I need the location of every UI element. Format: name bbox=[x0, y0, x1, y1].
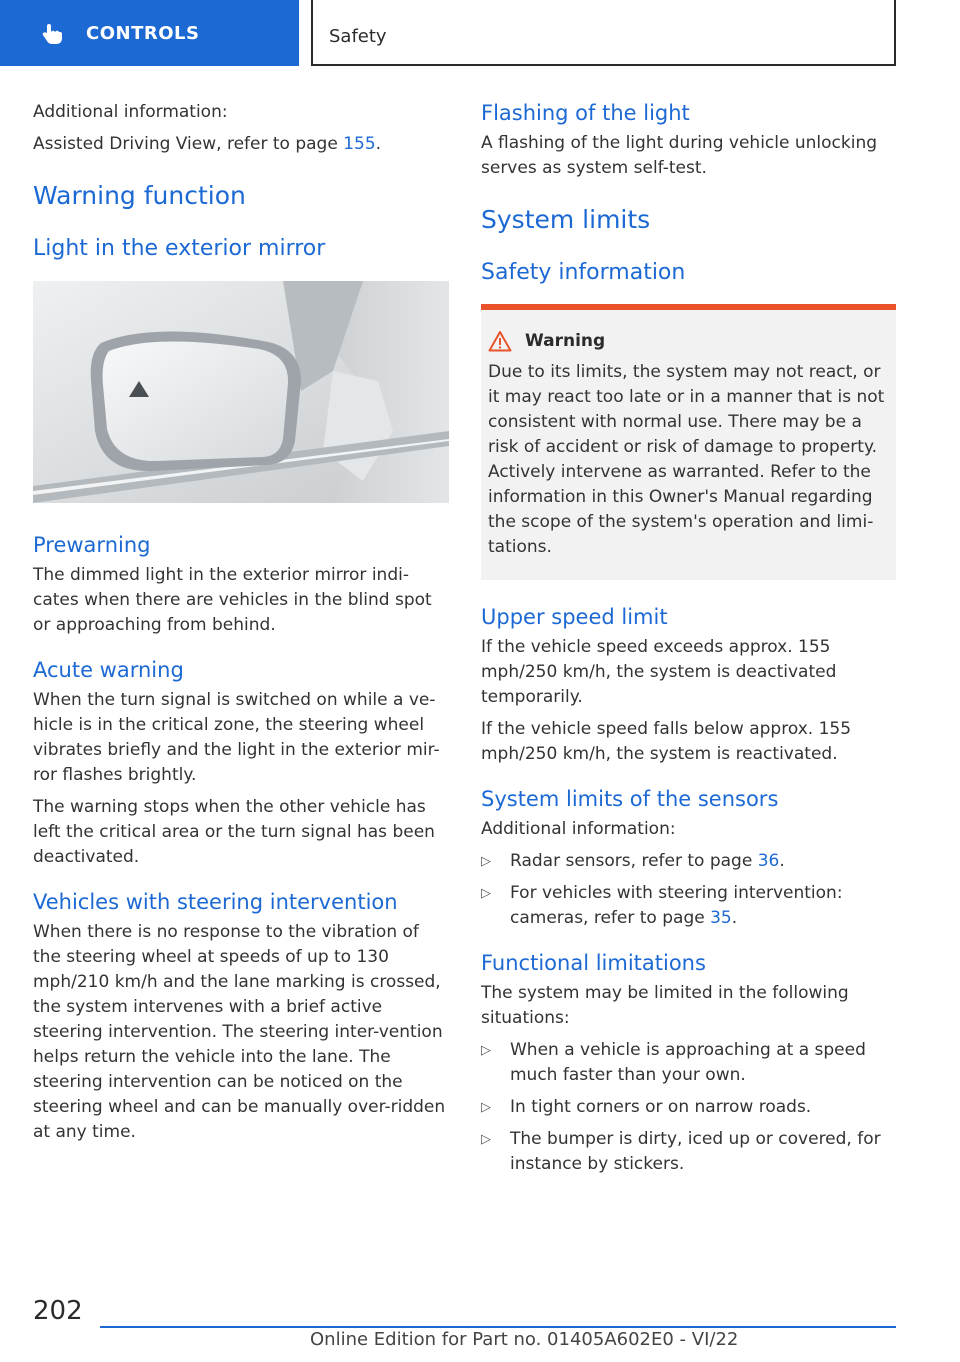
steering-intervention-text: When there is no response to the vibration of the steering wheel at speeds of up to 130 mph/210 km/h and the lane marking is crossed, the system intervenes with a brief active steering intervention. The steering inter-vention helps return the vehicle into the lane. The steering intervention can be noticed on the steering wheel and can be manually over-ridden at any time. bbox=[33, 922, 446, 1142]
heading-warning-function: Warning function bbox=[33, 181, 246, 210]
functional-intro: The system may be limited in the following situations: bbox=[481, 983, 849, 1028]
section-title: CONTROLS bbox=[86, 22, 200, 44]
assisted-driving-ref: Assisted Driving View, refer to page 155. bbox=[33, 134, 382, 154]
chapter-title: Safety bbox=[329, 26, 387, 47]
warning-box bbox=[481, 304, 896, 580]
warning-text: Due to its limits, the system may not react, or it may react too late or in a manner that is not consistent with normal use. There may be a risk of accident or risk of damage to property. Actively intervene as warranted. Refer to the information in this Owner's Manual regarding the scope of the system's operation and limi-tations. bbox=[488, 362, 885, 557]
triangle-bullet-icon: ▷ bbox=[481, 1132, 491, 1147]
left-column bbox=[33, 100, 449, 1145]
page-link-36[interactable]: 36 bbox=[757, 851, 780, 871]
heading-light-mirror: Light in the exterior mirror bbox=[33, 236, 326, 261]
list-item: ▷ For vehicles with steering intervention: cameras, refer to page 35. bbox=[481, 883, 843, 928]
acute-warning-text-2: The warning stops when the other vehicle has left the critical area or the turn signal has been deactivated. bbox=[33, 797, 435, 867]
page-number: 202 bbox=[33, 1296, 83, 1326]
page-link-155[interactable]: 155 bbox=[343, 134, 376, 154]
hand-pointer-icon bbox=[40, 20, 66, 46]
heading-upper-speed-limit: Upper speed limit bbox=[481, 605, 668, 629]
page-link-35[interactable]: 35 bbox=[710, 908, 732, 928]
section-tab[interactable] bbox=[0, 0, 299, 66]
heading-flashing-light: Flashing of the light bbox=[481, 101, 690, 125]
exterior-mirror-illustration bbox=[33, 281, 449, 503]
functional-limitations-list bbox=[481, 1038, 896, 1177]
footer-divider bbox=[100, 1326, 896, 1328]
exterior-mirror-figure bbox=[33, 281, 449, 503]
heading-prewarning: Prewarning bbox=[33, 533, 151, 557]
heading-system-limits: System limits bbox=[481, 205, 651, 234]
list-item: ▷ When a vehicle is approaching at a speed much faster than your own. bbox=[481, 1040, 866, 1085]
prewarning-text: The dimmed light in the exterior mirror indi-cates when there are vehicles in the blind spot or approaching from behind. bbox=[33, 565, 432, 635]
heading-safety-information: Safety information bbox=[481, 260, 686, 285]
triangle-bullet-icon: ▷ bbox=[481, 854, 491, 869]
flashing-light-text: A flashing of the light during vehicle unlocking serves as system self-test. bbox=[481, 133, 878, 178]
heading-steering-intervention: Vehicles with steering intervention bbox=[33, 890, 398, 914]
chapter-header bbox=[311, 0, 896, 66]
warning-triangle-icon bbox=[488, 330, 512, 352]
footer-edition: Online Edition for Part no. 01405A602E0 - VI/22 bbox=[310, 1329, 739, 1350]
additional-info-label: Additional information: bbox=[33, 102, 228, 122]
sensor-limits-intro: Additional information: bbox=[481, 819, 676, 839]
heading-acute-warning: Acute warning bbox=[33, 658, 184, 682]
list-item: ▷ The bumper is dirty, iced up or covered, for instance by stickers. bbox=[481, 1129, 881, 1174]
right-column bbox=[481, 100, 896, 1177]
triangle-bullet-icon: ▷ bbox=[481, 1100, 491, 1115]
heading-sensor-limits: System limits of the sensors bbox=[481, 787, 779, 811]
heading-functional-limitations: Functional limitations bbox=[481, 951, 706, 975]
upper-speed-text-1: If the vehicle speed exceeds approx. 155 mph/250 km/h, the system is deactivated temporarily. bbox=[481, 637, 837, 707]
triangle-bullet-icon: ▷ bbox=[481, 886, 491, 901]
sensor-limits-list bbox=[481, 849, 896, 931]
list-item: ▷ Radar sensors, refer to page 36. bbox=[481, 849, 896, 874]
acute-warning-text-1: When the turn signal is switched on while a ve-hicle is in the critical zone, the steering wheel vibrates briefly and the light in the exterior mir-ror flashes brightly. bbox=[33, 690, 440, 785]
triangle-bullet-icon: ▷ bbox=[481, 1043, 491, 1058]
list-item: ▷ In tight corners or on narrow roads. bbox=[481, 1095, 896, 1120]
warning-title: Warning bbox=[525, 331, 606, 351]
upper-speed-text-2: If the vehicle speed falls below approx. 155 mph/250 km/h, the system is reactivated. bbox=[481, 719, 852, 764]
warning-title-row bbox=[488, 330, 889, 352]
